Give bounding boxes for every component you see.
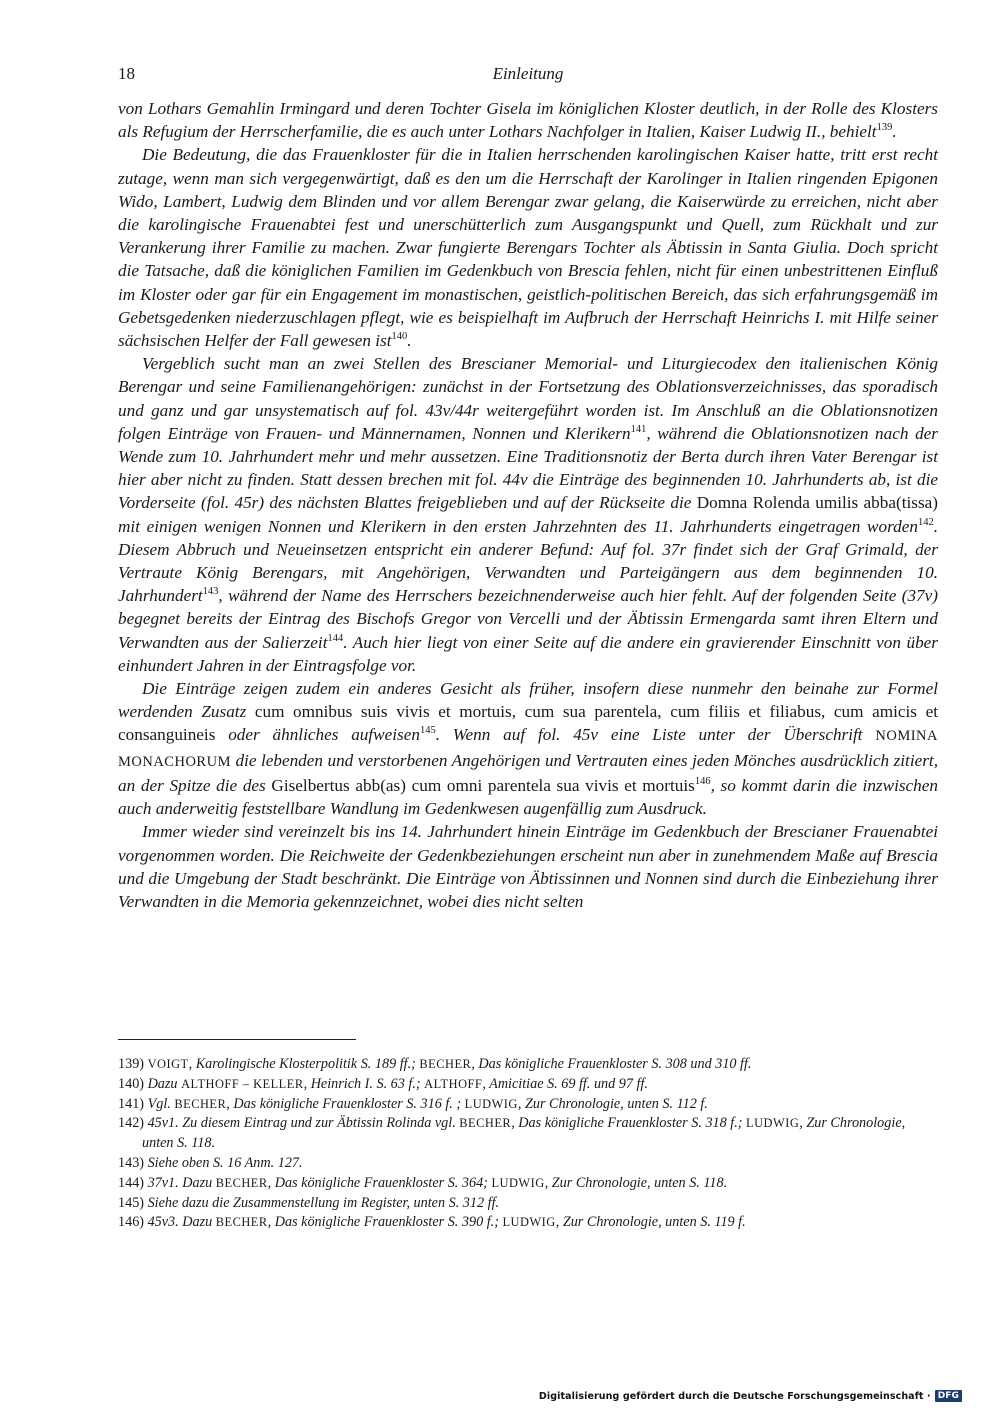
- text-run: Immer wieder sind vereinzelt bis ins 14. Jahrhundert hinein Einträge im Gedenkbuch der Brescianer Frauenabtei vorgenommen worden. Die Reichweite der Gedenkbeziehungen erscheint nun aber in zunehmendem Maße auf Brescia und die Umgebung der Stadt beschränkt. Die Einträge von Äbtissinnen und Nonnen sind durch die Einbeziehung ihrer Verwandten in die Memoria gekennzeichnet, wobei dies nicht selten: [118, 822, 938, 911]
- author: BECHER: [459, 1116, 512, 1131]
- citation: , Karolingische Klosterpolitik S. 189 ff.;: [188, 1056, 420, 1072]
- footnote-144: [118, 1174, 938, 1194]
- page-number: 18: [118, 64, 135, 83]
- latin-quote: Giselbertus abb(as) cum omni parentela sua vivis et mortuis: [271, 775, 695, 795]
- footnote-number: 146): [118, 1214, 145, 1231]
- footnote-146: [118, 1213, 938, 1233]
- citation: Vgl.: [147, 1095, 175, 1112]
- footnote-number: 144): [118, 1174, 145, 1191]
- footnote-139: [118, 1055, 938, 1075]
- author: LUDWIG: [464, 1096, 518, 1111]
- footnote-ref-141[interactable]: 141: [630, 423, 647, 435]
- citation: , Zur Chronologie, unten S. 118.: [544, 1174, 728, 1191]
- author: LUDWIG: [746, 1116, 800, 1131]
- text-run: , während die Oblationsnotizen nach der Wende zum 10. Jahrhundert mehr und mehr aussetzen. Eine Traditionsnotiz der Berta durch ihren Vater Berengar ist hier aber nicht zu finden. Statt dessen brechen mit fol. 44v die Einträge des beginnenden 10. Jahrhunderts ab, ist die Vorderseite (fol. 45r) des nächsten Blattes freigeblieben und auf der Rückseite die: [118, 423, 938, 513]
- text-run: , während der Name des Herrschers bezeichnenderweise auch hier fehlt. Auf der folgenden Seite (37v) begegnet bereits der Eintrag des Bischofs Gregor von Vercelli und der Äbtissin Ermengarda samt ihren Eltern und Verwandten aus der Salierzeit: [118, 586, 938, 652]
- latin-quote: Domna Rolenda umilis abba(tissa): [696, 493, 938, 513]
- footnote-ref-146[interactable]: 146: [694, 775, 711, 787]
- citation: 37v1. Dazu: [147, 1174, 216, 1191]
- footnote-142: [118, 1114, 938, 1154]
- credit-text: Digitalisierung gefördert durch die Deutsche Forschungsgemeinschaft ·: [538, 1390, 931, 1402]
- text-run: , so kommt darin die inzwischen auch anderweitig feststellbare Wandlung im Gedenkwesen augenfällig zum Ausdruck.: [118, 775, 938, 819]
- footnote-ref-143[interactable]: 143: [202, 586, 219, 598]
- text-run: mit einigen wenigen Nonnen und Klerikern in den ersten Jahrzehnten des 11. Jahrhunderts eingetragen worden: [118, 516, 918, 536]
- citation: , Zur Chronologie, unten S. 118.: [142, 1115, 906, 1152]
- author: VOIGT: [147, 1057, 189, 1071]
- footnote-143: [118, 1154, 938, 1174]
- author: BECHER: [215, 1175, 268, 1190]
- text-run: .: [892, 122, 897, 142]
- paragraph-3: [118, 352, 938, 677]
- author: ALTHOFF: [424, 1076, 483, 1091]
- citation: , Zur Chronologie, unten S. 112 f.: [517, 1095, 708, 1112]
- footnote-ref-145[interactable]: 145: [419, 725, 436, 737]
- footnote-divider: [118, 1039, 356, 1040]
- footnote-number: 139): [118, 1056, 145, 1072]
- footnote-140: [118, 1075, 938, 1095]
- text-run: die lebenden und verstorbenen Angehörigen und Vertrauten eines jeden Mönches ausdrücklich zitiert, an der Spitze die des: [118, 750, 938, 795]
- footnote-number: 143): [118, 1154, 145, 1171]
- text-run: Die Einträge zeigen zudem ein anderes Gesicht als früher, insofern diese nunmehr den beinahe zur Formel werdenden Zusatz: [118, 679, 938, 722]
- small-caps-heading: NOMINA MONACHORUM: [118, 728, 938, 770]
- citation: Siehe oben S. 16 Anm. 127.: [147, 1154, 303, 1171]
- citation: 45v3. Dazu: [147, 1214, 216, 1231]
- footnote-141: [118, 1095, 938, 1115]
- footnote-ref-144[interactable]: 144: [327, 632, 344, 644]
- footnote-number: 142): [118, 1115, 145, 1132]
- paragraph-1: [118, 97, 938, 143]
- footnotes: [118, 1055, 938, 1233]
- citation: , Das königliche Frauenkloster S. 364;: [267, 1174, 492, 1191]
- footnote-number: 141): [118, 1095, 145, 1112]
- citation: , Zur Chronologie, unten S. 119 f.: [555, 1214, 746, 1231]
- footnote-ref-139[interactable]: 139: [876, 122, 893, 134]
- citation: , Das königliche Frauenkloster S. 308 und 310 ff.: [471, 1056, 752, 1072]
- author: BECHER: [419, 1057, 472, 1071]
- author: LUDWIG: [491, 1175, 545, 1190]
- paragraph-2: [118, 143, 938, 352]
- text-run: . Auch hier liegt von einer Seite auf die andere ein gravierender Einschnitt von über einhundert Jahren in der Eintragsfolge vor.: [118, 632, 938, 675]
- footnote-number: 145): [118, 1194, 145, 1211]
- author: ALTHOFF – KELLER: [181, 1076, 304, 1091]
- latin-quote: cum omnibus suis vivis et mortuis, cum sua parentela, cum filiis et filiabus, cum amicis et consanguineis: [118, 702, 938, 745]
- citation: , Heinrich I. S. 63 f.;: [303, 1075, 425, 1092]
- footnote-145: [118, 1194, 938, 1214]
- author: BECHER: [174, 1096, 227, 1111]
- running-title: Einleitung: [492, 64, 564, 83]
- digitization-credit: [539, 1390, 962, 1402]
- footnote-ref-142[interactable]: 142: [917, 516, 934, 528]
- text-run: . Wenn auf fol. 45v eine Liste unter der Überschrift: [435, 725, 876, 745]
- citation: Siehe dazu die Zusammenstellung im Register, unten S. 312 ff.: [147, 1194, 500, 1211]
- page-header: [118, 64, 938, 88]
- citation: , Amicitiae S. 69 ff. und 97 ff.: [482, 1075, 648, 1092]
- citation: , Das königliche Frauenkloster S. 390 f.;: [267, 1214, 503, 1231]
- author: BECHER: [215, 1215, 268, 1230]
- text-run: . Diesem Abbruch und Neueinsetzen entspricht ein anderer Befund: Auf fol. 37r findet sich der Graf Grimald, der Vertraute König Berengars, mit Angehörigen, Verwandten und Parteigängern aus dem beginnenden 10. Jahrhundert: [118, 516, 938, 606]
- author: LUDWIG: [502, 1215, 556, 1230]
- text-run: oder ähnliches aufweisen: [215, 725, 420, 745]
- text-run: Vergeblich sucht man an zwei Stellen des Brescianer Memorial- und Liturgiecodex den italienischen König Berengar und seine Familienangehörigen: zunächst in der Fortsetzung des Oblationsverzeichnisses, das sporadisch und ganz und gar unsystematisch auf fol. 43v/44r weitergeführt worden ist. Im Anschluß an die Oblationsnotizen folgen Einträge von Frauen- und Männernamen, Nonnen und Klerikern: [118, 354, 938, 443]
- text-run: Die Bedeutung, die das Frauenkloster für die in Italien herrschenden karolingischen Kaiser hatte, tritt erst recht zutage, wenn man sich vergegenwärtigt, daß es den um die Herrschaft der Karolinger in Italien ringenden Epigonen Wido, Lambert, Ludwig dem Blinden und vor allem Berengar zwar gelang, die Kaiserwürde zu erreichen, nicht aber die karolingische Frauenabtei fest und unerschütterlich zum Ausgangspunkt und Quell, zum Rückhalt und zur Verankerung ihrer Familie zu machen. Zwar fungierte Berengars Tochter als Äbtissin in Santa Giulia. Doch spricht die Tatsache, daß die königlichen Familien im Gedenkbuch von Brescia fehlen, nicht für einen unbestrittenen Einfluß im Kloster oder gar für ein Engagement im monastischen, geistlich-politischen Bereich, das sich erfahrungsgemäß im Gebetsgedenken niederzuschlagen pflegt, wie es beispielhaft im Aufbruch der Herrschaft Heinrichs I. mit Hilfe seiner sächsischen Helfer der Fall gewesen ist: [118, 145, 938, 351]
- citation: , Das königliche Frauenkloster S. 316 f. ;: [226, 1095, 465, 1112]
- text-run: von Lothars Gemahlin Irmingard und deren Tochter Gisela im königlichen Kloster deutlich, in der Rolle des Klosters als Refugium der Herrscherfamilie, die es auch unter Lothars Nachfolger in Italien, Kaiser Ludwig II., behielt: [118, 99, 938, 142]
- citation: 45v1. Zu diesem Eintrag und zur Äbtissin Rolinda vgl.: [147, 1115, 460, 1132]
- paragraph-4: [118, 677, 938, 820]
- dfg-logo-icon: DFG: [935, 1390, 962, 1402]
- text-run: .: [407, 331, 412, 351]
- footnote-ref-140[interactable]: 140: [391, 331, 408, 343]
- body-text: [118, 97, 938, 913]
- footnote-number: 140): [118, 1075, 145, 1092]
- paragraph-5: [118, 820, 938, 913]
- citation: , Das königliche Frauenkloster S. 318 f.;: [511, 1115, 747, 1132]
- citation: Dazu: [147, 1075, 182, 1092]
